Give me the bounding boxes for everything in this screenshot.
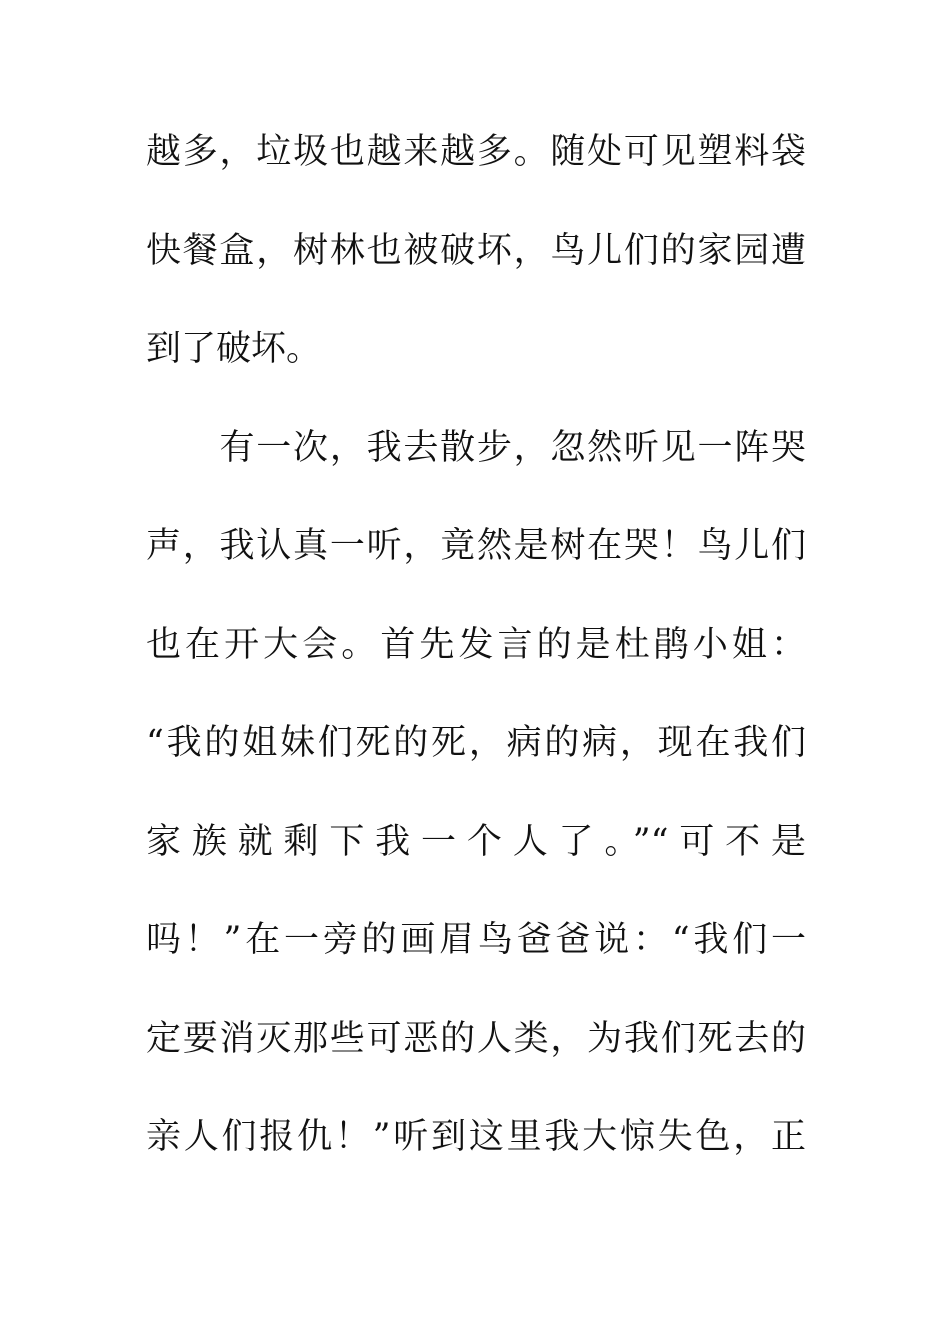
text-line: 家族就剩下我一个人了。”“可不是 <box>146 821 806 862</box>
text-line: 也在开大会。首先发言的是杜鹃小姐： <box>146 624 806 665</box>
text-line: 吗！”在一旁的画眉鸟爸爸说：“我们一 <box>146 920 806 960</box>
text-line: 定要消灭那些可恶的人类，为我们死去的 <box>146 1018 806 1059</box>
body-text <box>146 122 806 1206</box>
text-line: “我的姐妹们死的死，病的病，现在我们 <box>146 723 806 763</box>
text-line: 有一次，我去散步，忽然听见一阵哭 <box>146 427 806 468</box>
text-line: 到了破坏。 <box>146 329 322 369</box>
text-line: 越多，垃圾也越来越多。随处可见塑料袋 <box>146 132 806 172</box>
text-line: 声，我认真一听，竟然是树在哭！鸟儿们 <box>146 526 806 566</box>
text-line: 亲人们报仇！”听到这里我大惊失色，正 <box>146 1117 806 1157</box>
text-line: 快餐盒，树林也被破坏，鸟儿们的家园遭 <box>146 230 806 271</box>
